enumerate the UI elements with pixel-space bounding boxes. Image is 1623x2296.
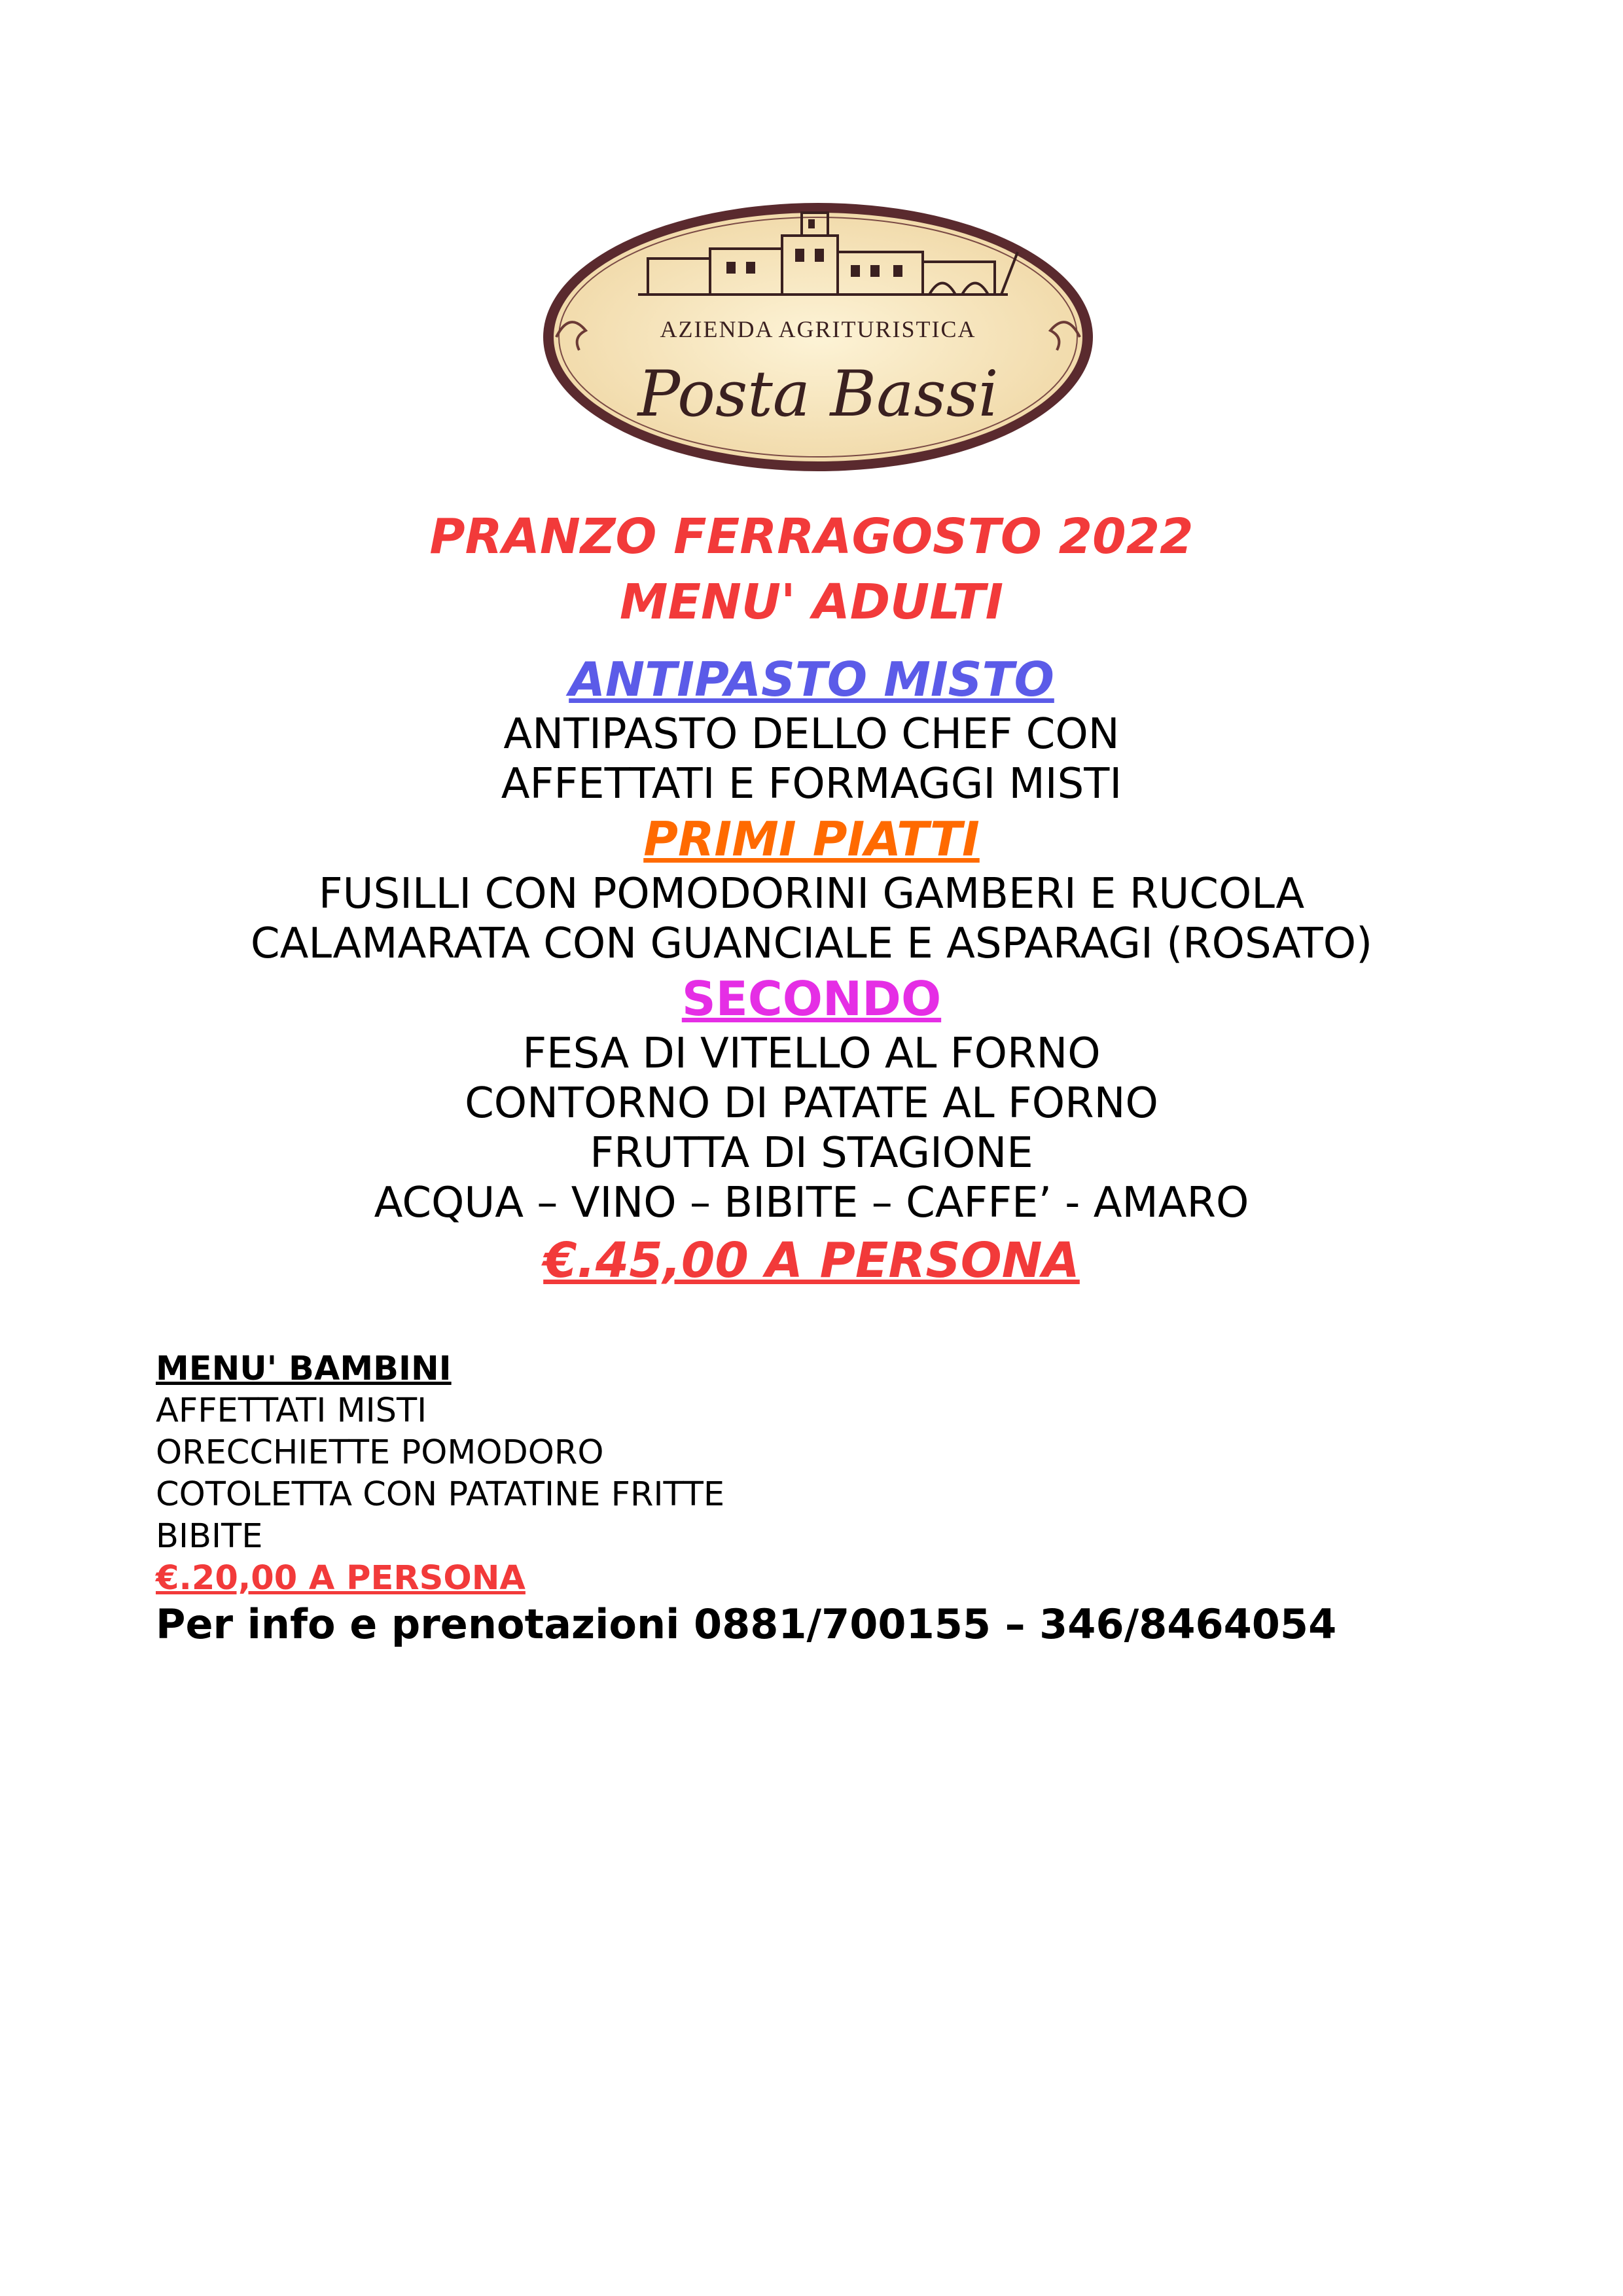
antipasto-item: ANTIPASTO DELLO CHEF CON [503,710,1120,759]
kids-menu-item: AFFETTATI MISTI [156,1391,427,1430]
kids-menu-item: BIBITE [156,1517,263,1556]
kids-price: €.20,00 A PERSONA [156,1559,526,1598]
kids-menu-item: ORECCHIETTE POMODORO [156,1433,604,1472]
title-line-adults: MENU' ADULTI [619,574,1004,630]
primi-heading: PRIMI PIATTI [643,812,980,867]
title-line-event: PRANZO FERRAGOSTO 2022 [429,509,1194,565]
secondo-heading: SECONDO [681,971,942,1026]
kids-menu-heading: MENU' BAMBINI [156,1350,452,1388]
kids-menu-item: COTOLETTA CON PATATINE FRITTE [156,1475,725,1514]
logo-subtitle: AZIENDA AGRITURISTICA [660,316,976,342]
secondo-item: ACQUA – VINO – BIBITE – CAFFE’ - AMARO [374,1179,1249,1227]
secondo-item: FRUTTA DI STAGIONE [590,1129,1033,1177]
primi-item: CALAMARATA CON GUANCIALE E ASPARAGI (ROSATO) [250,920,1373,968]
posta-bassi-logo [537,196,1099,478]
adult-menu [0,649,1623,1293]
antipasto-item: AFFETTATI E FORMAGGI MISTI [501,760,1122,808]
primi-item: FUSILLI CON POMODORINI GAMBERI E RUCOLA [318,870,1305,918]
menu-title [0,504,1623,635]
secondo-item: CONTORNO DI PATATE AL FORNO [465,1079,1158,1128]
adult-price: €.45,00 A PERSONA [543,1232,1080,1289]
contact-info: Per info e prenotazioni 0881/700155 – 346/8464054 [156,1600,1337,1648]
antipasto-heading: ANTIPASTO MISTO [569,652,1054,707]
secondo-item: FESA DI VITELLO AL FORNO [522,1030,1101,1078]
kids-menu [156,1348,1336,1649]
logo-title: Posta Bassi [637,357,999,431]
